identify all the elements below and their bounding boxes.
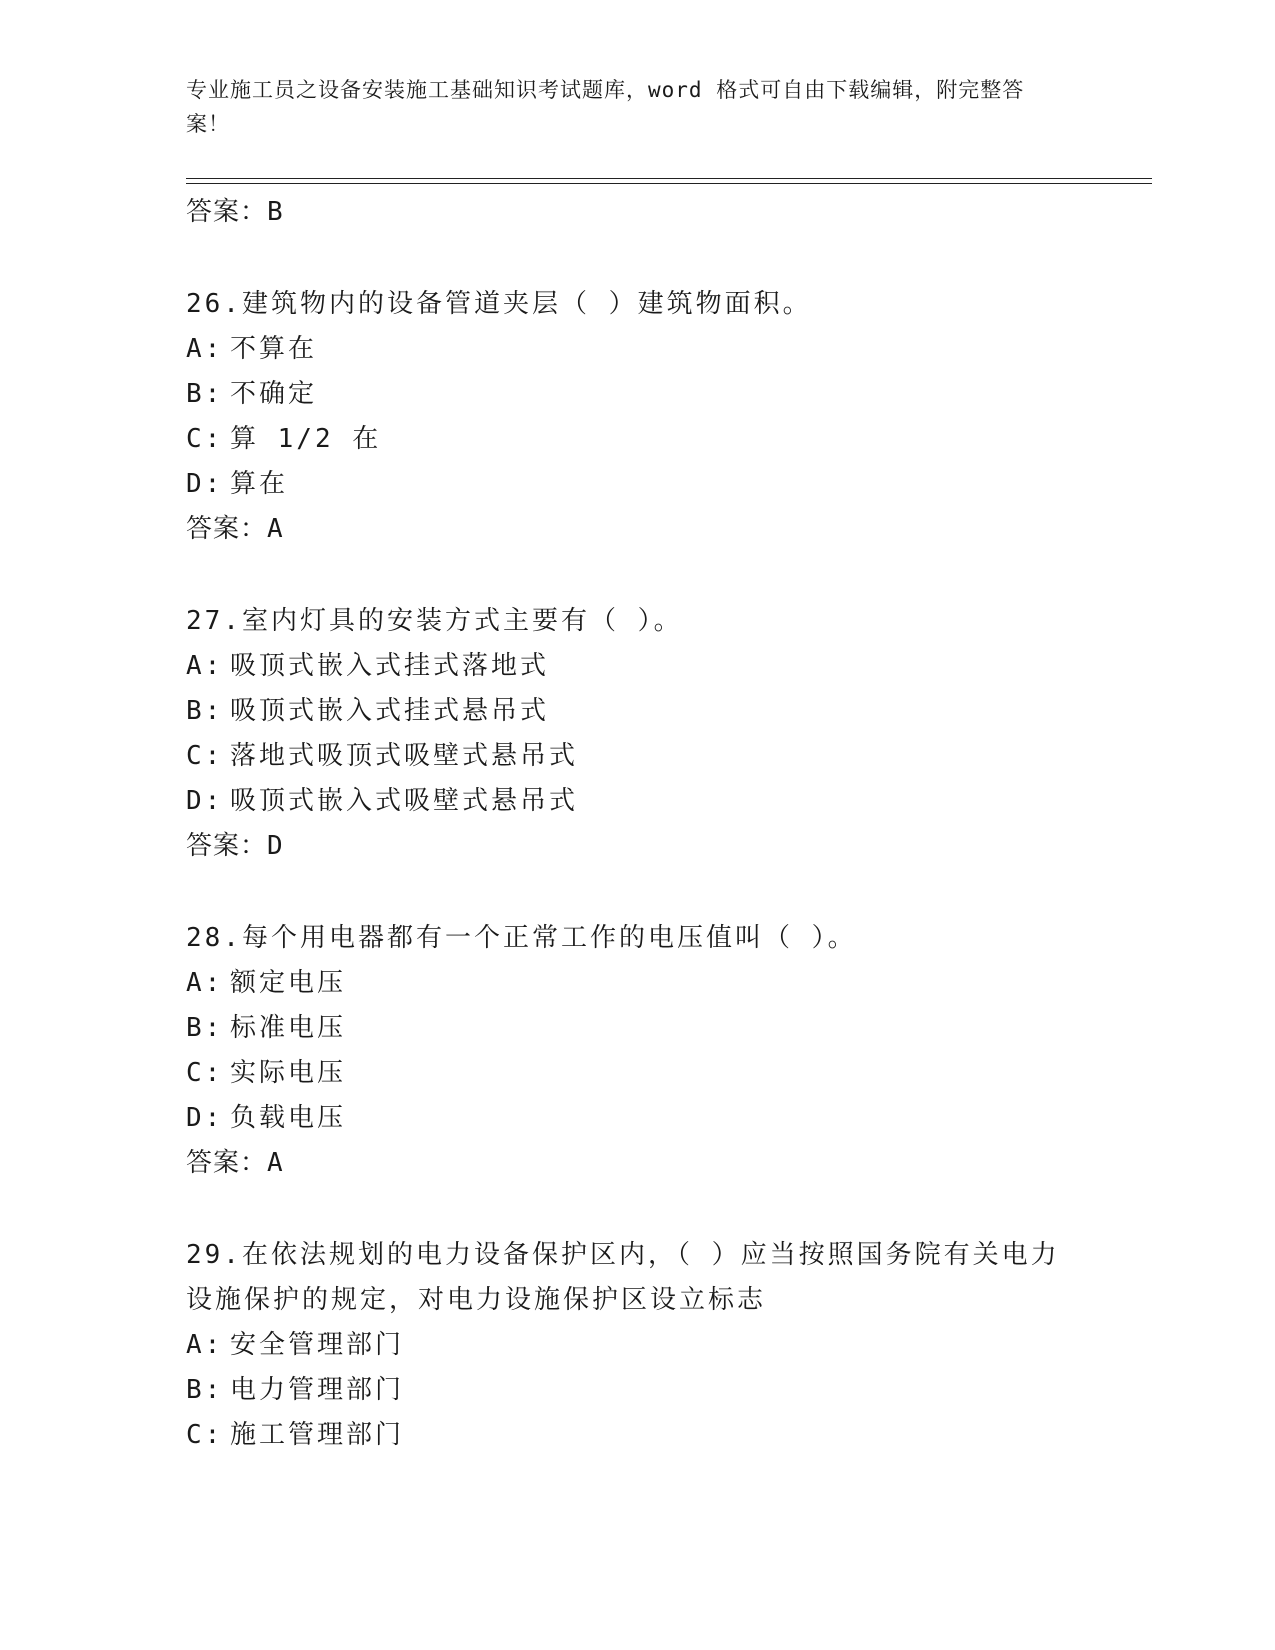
option-d	[186, 1096, 1086, 1141]
option-letter: D:	[186, 469, 224, 499]
option-letter: D:	[186, 786, 224, 816]
option-text: 标准电压	[230, 1013, 347, 1043]
option-letter: B:	[186, 1375, 224, 1405]
header-divider-line	[186, 178, 1152, 179]
option-letter: A:	[186, 968, 224, 998]
header-divider-line-second	[186, 183, 1152, 184]
option-c	[186, 1413, 1086, 1458]
option-letter: B:	[186, 696, 224, 726]
option-letter: A:	[186, 334, 224, 364]
option-text: 不算在	[230, 334, 318, 364]
question-item	[186, 282, 1086, 551]
option-a	[186, 644, 1086, 689]
option-text: 落地式吸顶式吸壁式悬吊式	[230, 741, 579, 771]
document-header-text: 专业施工员之设备安装施工基础知识考试题库，word 格式可自由下载编辑，附完整答案！	[186, 78, 1025, 136]
option-text: 算 1/2 在	[230, 424, 382, 454]
option-c	[186, 417, 1086, 462]
option-b	[186, 1368, 1086, 1413]
question-answer: 答案：A	[186, 514, 284, 544]
question-stem: 29.在依法规划的电力设备保护区内，（ ）应当按照国务院有关电力设施保护的规定，对电力设施保护区设立标志	[186, 1240, 1060, 1315]
previous-answer: 答案：B	[186, 197, 284, 227]
question-item	[186, 1233, 1086, 1458]
option-a	[186, 961, 1086, 1006]
question-answer: 答案：A	[186, 1148, 284, 1178]
option-letter: C:	[186, 741, 224, 771]
option-a	[186, 327, 1086, 372]
option-text: 吸顶式嵌入式吸壁式悬吊式	[230, 786, 579, 816]
option-letter: C:	[186, 1420, 224, 1450]
option-letter: A:	[186, 651, 224, 681]
option-letter: C:	[186, 1058, 224, 1088]
question-answer: 答案：D	[186, 831, 284, 861]
question-item	[186, 599, 1086, 868]
option-text: 不确定	[230, 379, 318, 409]
option-letter: B:	[186, 1013, 224, 1043]
option-text: 施工管理部门	[230, 1420, 405, 1450]
option-text: 电力管理部门	[230, 1375, 405, 1405]
option-text: 负载电压	[230, 1103, 347, 1133]
option-text: 吸顶式嵌入式挂式落地式	[230, 651, 550, 681]
option-c	[186, 734, 1086, 779]
question-stem: 27.室内灯具的安装方式主要有（ ）。	[186, 606, 683, 636]
option-text: 安全管理部门	[230, 1330, 405, 1360]
question-stem: 28.每个用电器都有一个正常工作的电压值叫（ ）。	[186, 923, 857, 953]
option-letter: A:	[186, 1330, 224, 1360]
question-stem: 26.建筑物内的设备管道夹层（ ）建筑物面积。	[186, 289, 812, 319]
option-text: 算在	[230, 469, 289, 499]
option-letter: B:	[186, 379, 224, 409]
option-d	[186, 462, 1086, 507]
option-b	[186, 372, 1086, 417]
option-text: 实际电压	[230, 1058, 347, 1088]
option-d	[186, 779, 1086, 824]
option-b	[186, 689, 1086, 734]
option-a	[186, 1323, 1086, 1368]
question-list	[186, 190, 1086, 1458]
option-text: 额定电压	[230, 968, 347, 998]
option-c	[186, 1051, 1086, 1096]
option-letter: D:	[186, 1103, 224, 1133]
question-item	[186, 916, 1086, 1185]
option-letter: C:	[186, 424, 224, 454]
option-b	[186, 1006, 1086, 1051]
option-text: 吸顶式嵌入式挂式悬吊式	[230, 696, 550, 726]
